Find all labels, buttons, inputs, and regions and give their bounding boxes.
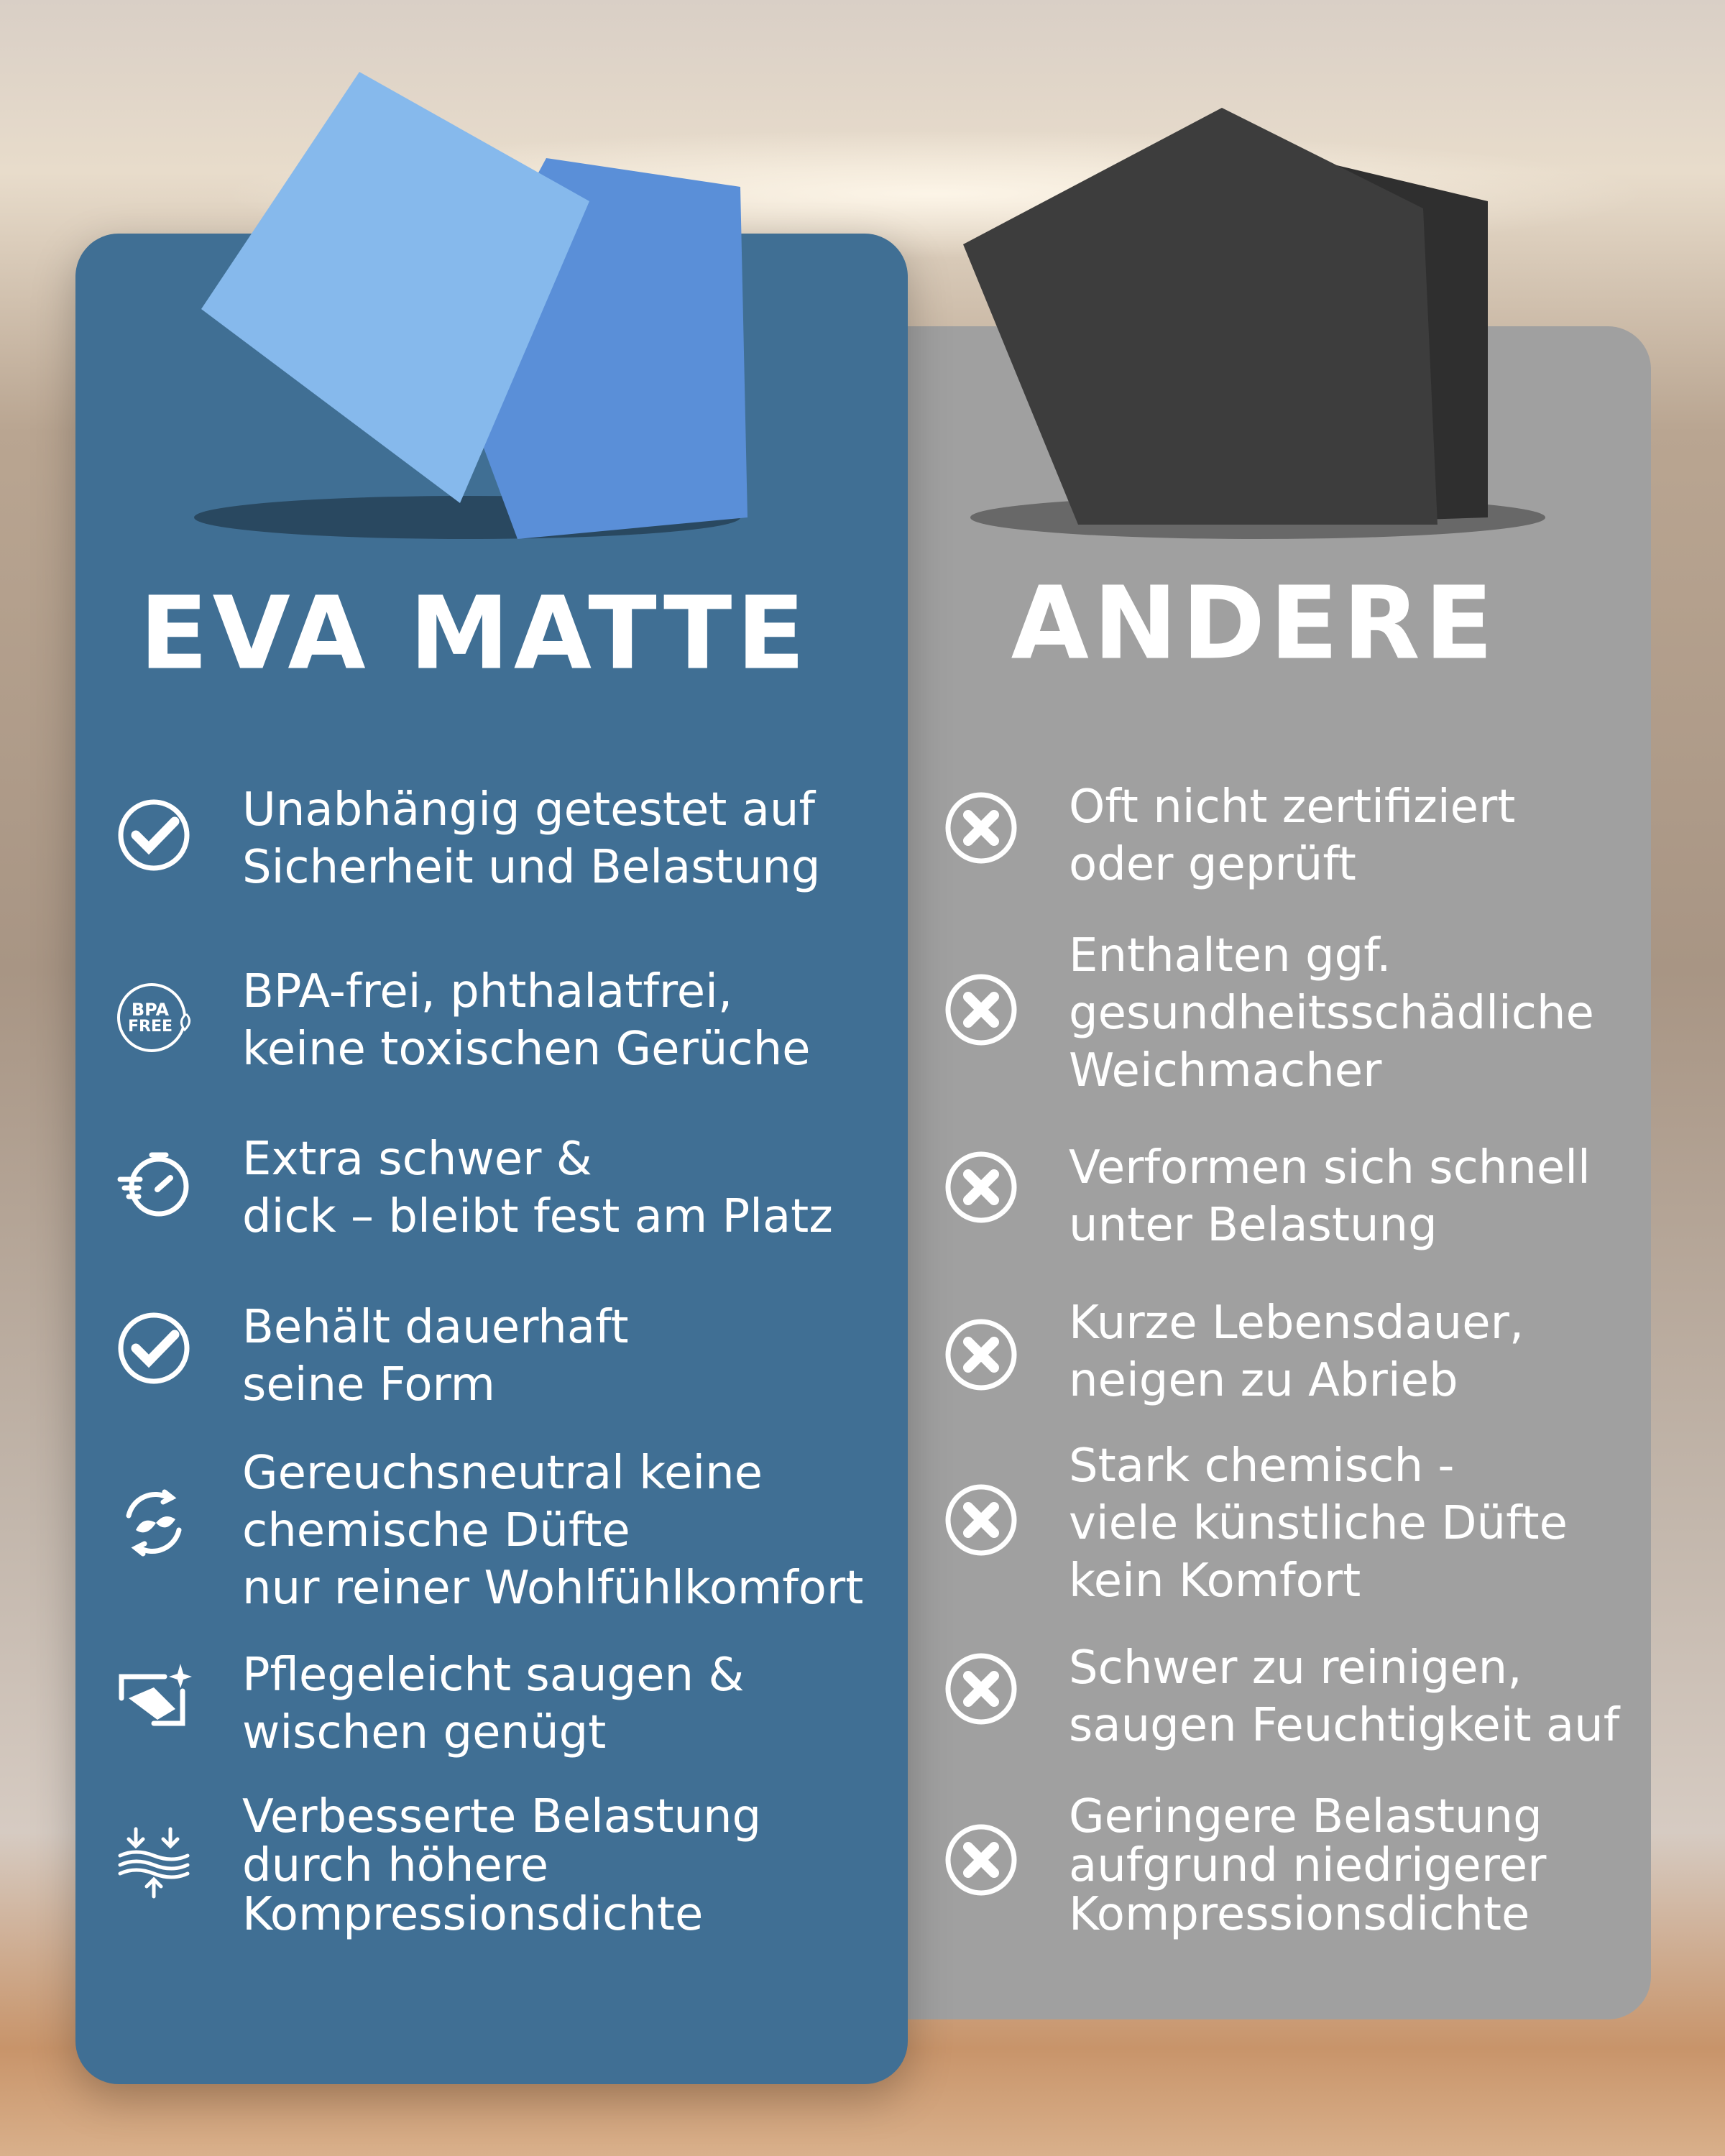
left-feature-text: Verbesserte Belastung durch höhere Kompressionsdichte <box>242 1790 762 1941</box>
x-circle-icon <box>942 970 1021 1049</box>
x-circle-icon <box>942 1820 1021 1899</box>
left-feature-text: Unabhängig getestet auf Sicherheit und Belastung <box>242 783 821 894</box>
x-circle-icon <box>942 1480 1021 1560</box>
right-feature-text: Verformen sich schnell unter Belastung <box>1069 1141 1591 1252</box>
x-circle-icon <box>942 1148 1021 1227</box>
bpa-free-icon <box>114 978 193 1057</box>
left-feature-text: BPA-frei, phthalatfrei, keine toxischen Gerüche <box>242 965 811 1076</box>
hand-wipe-icon <box>114 1655 193 1734</box>
svg-text:BPA: BPA <box>131 1000 170 1020</box>
others-title: ANDERE <box>1011 565 1498 683</box>
right-feature-text: Kurze Lebensdauer, neigen zu Abrieb <box>1069 1296 1524 1407</box>
x-circle-icon <box>942 1649 1021 1728</box>
dark-mat-image <box>934 79 1581 546</box>
check-circle-icon <box>114 796 193 875</box>
left-feature-text: Extra schwer & dick – bleibt fest am Platz <box>242 1133 833 1243</box>
x-circle-icon <box>942 1315 1021 1394</box>
compression-icon <box>114 1823 193 1902</box>
eva-title: EVA MATTE <box>139 575 810 693</box>
x-circle-icon <box>942 788 1021 867</box>
right-feature-text: Stark chemisch - viele künstliche Düfte kein Komfort <box>1069 1439 1568 1608</box>
check-circle-icon <box>114 1309 193 1388</box>
right-feature-text: Geringere Belastung aufgrund niedrigerer Kompressionsdichte <box>1069 1790 1547 1941</box>
leaf-cycle-icon <box>114 1483 193 1562</box>
left-feature-text: Behält dauerhaft seine Form <box>242 1301 629 1411</box>
stopwatch-icon <box>114 1143 193 1222</box>
blue-mat-image <box>144 43 791 546</box>
right-feature-text: Oft nicht zertifiziert oder geprüft <box>1069 780 1516 891</box>
svg-text:FREE: FREE <box>127 1018 173 1036</box>
left-feature-text: Pflegeleicht saugen & wischen genügt <box>242 1649 745 1759</box>
left-feature-text: Gereuchsneutral keine chemische Düfte nur reiner Wohlfühlkomfort <box>242 1447 864 1615</box>
right-feature-text: Enthalten ggf. gesundheitsschädliche Weichmacher <box>1069 929 1594 1097</box>
right-feature-text: Schwer zu reinigen, saugen Feuchtigkeit auf <box>1069 1641 1620 1752</box>
